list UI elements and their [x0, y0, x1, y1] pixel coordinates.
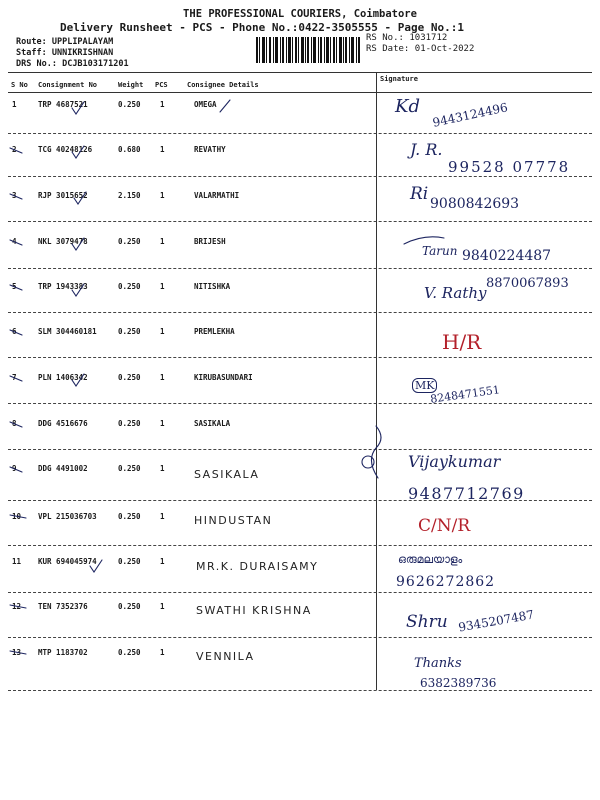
- row-divider: [8, 545, 592, 546]
- row-divider: [8, 312, 592, 313]
- signature-phone: 9443124496: [431, 100, 509, 130]
- signature-phone: 9345207487: [457, 607, 535, 635]
- row-consignee: PREMLEKHA: [194, 327, 235, 336]
- row-consignment: DDG 4516676: [38, 419, 88, 428]
- signature-phone: 9626272862: [396, 574, 496, 590]
- row-consignee: NITISHKA: [194, 282, 231, 291]
- staff-label: Staff:: [16, 48, 47, 58]
- rs-date-value: 01-Oct-2022: [414, 44, 475, 54]
- row-weight: 2.150: [118, 191, 141, 200]
- row-consignment: PLN 1406342: [38, 373, 88, 382]
- row-sno: 4: [12, 237, 17, 246]
- row-weight: 0.680: [118, 145, 141, 154]
- row-weight: 0.250: [118, 602, 141, 611]
- staff-value: UNNIKRISHNAN: [51, 48, 114, 58]
- row-consignee-handwritten: MR.K. DURAISAMY: [196, 560, 319, 573]
- row-pcs: 1: [160, 419, 165, 428]
- row-pcs: 1: [160, 191, 165, 200]
- row-weight: 0.250: [118, 100, 141, 109]
- signature-mark: ഒരുമലയാളം: [398, 553, 463, 566]
- table-header-border: [8, 92, 592, 93]
- row-sno: 7: [12, 373, 17, 382]
- col-sno: S No: [11, 81, 28, 89]
- signature-phone: 9487712769: [408, 484, 525, 503]
- row-consignment: TCG 40248126: [38, 145, 93, 154]
- drs-value: DCJB103171201: [62, 59, 129, 69]
- signature-phone: 8870067893: [486, 276, 569, 291]
- col-weight: Weight: [118, 81, 144, 89]
- row-consignment: TEN 7352376: [38, 602, 88, 611]
- row-consignment: TRP 4687521: [38, 100, 88, 109]
- signature-mark: Vijaykumar: [408, 452, 501, 471]
- signature-phone: 99528 07778: [448, 158, 571, 176]
- signature-mark: C/N/R: [418, 516, 471, 536]
- signature-mark: Shru: [406, 612, 448, 632]
- row-divider: [8, 403, 592, 404]
- row-sno: 2: [12, 145, 17, 154]
- row-sno: 1: [12, 100, 17, 109]
- row-consignee: OMEGA: [194, 100, 217, 109]
- row-sno: 10: [12, 512, 22, 521]
- signature-mark: Thanks: [414, 656, 462, 671]
- signature-phone: 9080842693: [430, 196, 520, 212]
- row-consignment: DDG 4491002: [38, 464, 88, 473]
- row-divider: [8, 221, 592, 222]
- row-consignment: NKL 3079478: [38, 237, 88, 246]
- row-consignee: BRIJESH: [194, 237, 226, 246]
- row-pcs: 1: [160, 602, 165, 611]
- row-pcs: 1: [160, 145, 165, 154]
- row-sno: 5: [12, 282, 17, 291]
- row-sno: 6: [12, 327, 17, 336]
- row-pcs: 1: [160, 282, 165, 291]
- row-pcs: 1: [160, 512, 165, 521]
- row-divider: [8, 637, 592, 638]
- row-consignee: VALARMATHI: [194, 191, 240, 200]
- signature-mark: V. Rathy: [424, 284, 487, 302]
- row-pcs: 1: [160, 327, 165, 336]
- row-consignment: RJP 3015652: [38, 191, 88, 200]
- row-sno: 13: [12, 648, 22, 657]
- signature-mark: J. R.: [410, 140, 443, 159]
- signature-phone: 6382389736: [420, 676, 497, 690]
- route-label: Route:: [16, 37, 47, 47]
- signature-mark: Tarun: [422, 244, 458, 258]
- col-consignee: Consignee Details: [187, 81, 259, 89]
- row-divider: [8, 690, 592, 691]
- signature-mark: H/R: [442, 330, 482, 354]
- row-weight: 0.250: [118, 373, 141, 382]
- signature-mark: Ri: [410, 184, 429, 204]
- row-divider: [8, 133, 592, 134]
- row-weight: 0.250: [118, 648, 141, 657]
- row-consignee-handwritten: SASIKALA: [194, 468, 260, 481]
- col-pcs: PCS: [155, 81, 168, 89]
- rs-no-line: [366, 33, 474, 44]
- row-weight: 0.250: [118, 464, 141, 473]
- row-pcs: 1: [160, 100, 165, 109]
- row-weight: 0.250: [118, 557, 141, 566]
- row-sno: 8: [12, 419, 17, 428]
- signature-mark: MK: [412, 378, 437, 393]
- row-divider: [8, 592, 592, 593]
- route-line: [16, 37, 129, 48]
- row-weight: 0.250: [118, 237, 141, 246]
- row-pcs: 1: [160, 464, 165, 473]
- row-sno: 3: [12, 191, 17, 200]
- row-consignee: KIRUBASUNDARI: [194, 373, 253, 382]
- row-sno: 12: [12, 602, 22, 611]
- route-value: UPPLIPALAYAM: [51, 37, 114, 47]
- signature-mark: Kd: [395, 96, 420, 117]
- row-consignee-handwritten: SWATHI KRISHNA: [196, 604, 312, 617]
- row-pcs: 1: [160, 557, 165, 566]
- rs-date-line: [366, 44, 474, 55]
- runsheet-title: THE PROFESSIONAL COURIERS, Coimbatore: [183, 8, 417, 20]
- row-divider: [8, 449, 592, 450]
- row-weight: 0.250: [118, 419, 141, 428]
- row-consignment: MTP 1183702: [38, 648, 88, 657]
- row-consignment: KUR 694045974: [38, 557, 97, 566]
- signature-phone: 9840224487: [462, 248, 552, 264]
- row-weight: 0.250: [118, 327, 141, 336]
- row-consignment: SLM 304460181: [38, 327, 97, 336]
- row-divider: [8, 357, 592, 358]
- drs-label: DRS No.:: [16, 59, 57, 69]
- runsheet-subtitle: Delivery Runsheet - PCS - Phone No.:0422-3505555 - Page No.:1: [60, 21, 464, 34]
- check-icon: [220, 100, 230, 112]
- signature-phone: 8248471551: [429, 383, 501, 406]
- row-sno: 11: [12, 557, 22, 566]
- runsheet-meta-right: [366, 33, 474, 55]
- row-consignment: VPL 215036703: [38, 512, 97, 521]
- row-divider: [8, 268, 592, 269]
- row-pcs: 1: [160, 648, 165, 657]
- row-consignee-handwritten: HINDUSTAN: [194, 514, 273, 527]
- runsheet-meta-left: [16, 37, 129, 70]
- underline-mark: [404, 237, 444, 244]
- table-top-border: [8, 72, 592, 73]
- row-weight: 0.250: [118, 512, 141, 521]
- col-consignment: Consignment No: [38, 81, 98, 89]
- row-consignee: REVATHY: [194, 145, 226, 154]
- rs-no-label: RS No.:: [366, 33, 404, 43]
- rs-date-label: RS Date:: [366, 44, 410, 54]
- row-divider: [8, 176, 592, 177]
- row-consignee-handwritten: VENNILA: [196, 650, 255, 663]
- row-consignee: SASIKALA: [194, 419, 231, 428]
- circle-mark: [362, 456, 374, 468]
- row-consignment: TRP 1943383: [38, 282, 88, 291]
- staff-line: [16, 48, 129, 59]
- signature-column-divider: [376, 73, 377, 690]
- row-pcs: 1: [160, 237, 165, 246]
- drs-line: [16, 59, 129, 70]
- row-sno: 9: [12, 464, 17, 473]
- rs-no-value: 1031712: [409, 33, 448, 43]
- row-pcs: 1: [160, 373, 165, 382]
- row-weight: 0.250: [118, 282, 141, 291]
- barcode: [256, 37, 360, 63]
- col-signature: Signature: [380, 75, 418, 83]
